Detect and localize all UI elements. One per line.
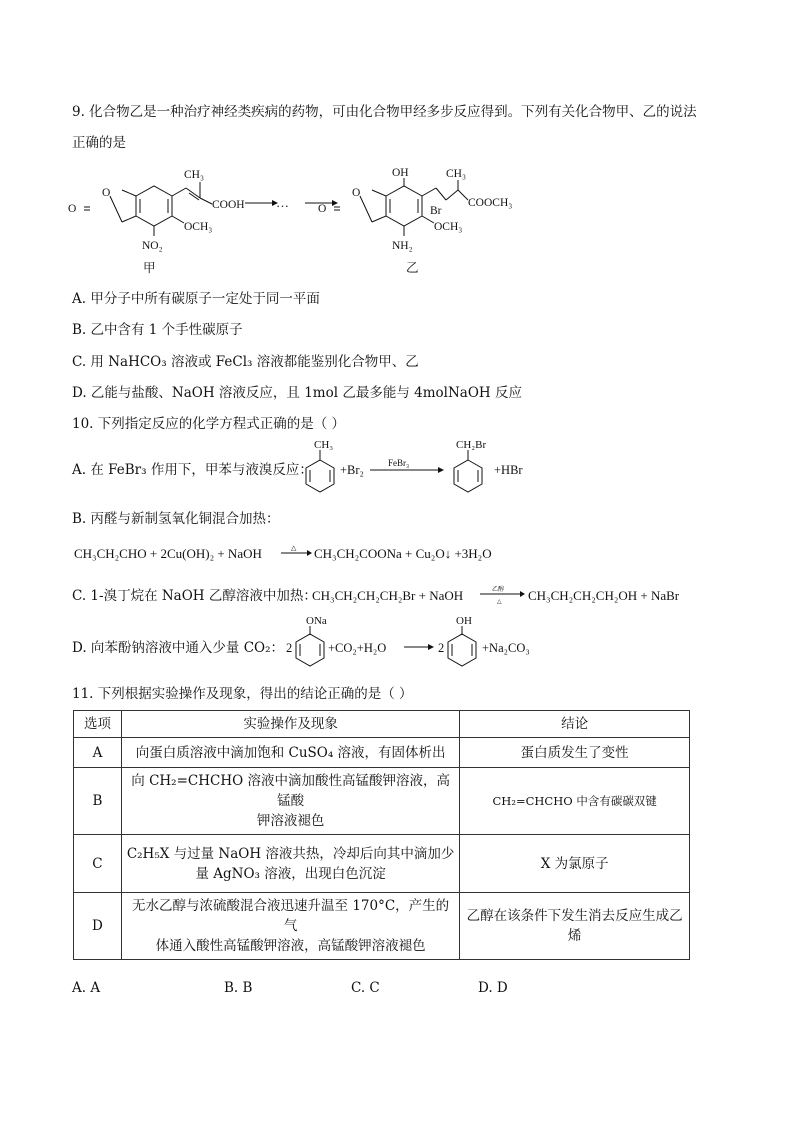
q10-b-eq-right: CH₃CH₂COONa + Cu₂O↓ +3H₂O — [314, 546, 492, 561]
q9-jia-label: 甲 — [143, 261, 156, 275]
row-b-conclusion — [460, 768, 690, 835]
q10-stem: 10. 下列指定反应的化学方程式正确的是（ ） — [72, 416, 346, 432]
row-b-operation — [121, 768, 459, 835]
q10-option-c-text: C. 1-溴丁烷在 NaOH 乙醇溶液中加热： — [72, 588, 317, 604]
q10-a-br2: +Br₂ — [340, 463, 364, 477]
q10-a-hbr: +HBr — [494, 463, 523, 477]
row-c-conclusion — [460, 835, 690, 893]
q9-yi-nh2: NH₂ — [392, 240, 413, 252]
q9-option-b: B. 乙中含有 1 个手性碳原子 — [72, 322, 243, 338]
q9-yi-cooch3: COOCH₃ — [468, 197, 513, 209]
q9-yi-och3: OCH₃ — [434, 221, 463, 233]
row-c-operation-line1: C₂H₅X 与过量 NaOH 溶液共热，冷却后向其中滴加少 — [126, 845, 455, 862]
header-operation: 实验操作及现象 — [121, 711, 459, 738]
row-a-operation — [121, 738, 459, 768]
table-row — [74, 835, 690, 893]
q11-stem: 11. 下列根据实验操作及现象，得出的结论正确的是（ ） — [72, 686, 413, 702]
q9-jia-no2: NO₂ — [142, 240, 163, 252]
q10-d-ona: ONa — [306, 615, 327, 627]
row-a-operation-line1: 向蛋白质溶液中滴加饱和 CuSO₄ 溶液，有固体析出 — [135, 744, 446, 761]
q10-d-prod: +Na₂CO₃ — [482, 641, 530, 655]
q10-c-eq-left: CH₃CH₂CH₂CH₂Br + NaOH — [312, 588, 464, 603]
q10-d-oh: OH — [456, 615, 472, 627]
q10-b-arrow — [279, 542, 313, 560]
q10-d-mid: +CO₂+H₂O — [328, 641, 387, 655]
table-row — [74, 768, 690, 835]
row-d-operation — [121, 893, 459, 960]
q11-answer-c: C. C — [351, 980, 380, 996]
row-d-conclusion — [460, 893, 690, 960]
row-d-operation-line1: 无水乙醇与浓硫酸混合液迅速升温至 170°C，产生的气 — [132, 898, 450, 934]
q10-c-arrow — [478, 582, 526, 606]
q10-b-eq-left: CH₃CH₂CHO + 2Cu(OH)₂ + NaOH — [74, 546, 262, 561]
q11-answer-d: D. D — [478, 980, 508, 996]
q10-c-cond-bottom: △ — [497, 599, 502, 605]
q11-answer-b: B. B — [224, 980, 253, 996]
q9-jia-ch3: CH₃ — [184, 169, 204, 181]
row-c-option: C — [74, 835, 122, 893]
q10-a-ch3: CH₃ — [314, 439, 334, 451]
row-d-conclusion-line1: 乙醇在该条件下发生消去反应生成乙 — [466, 908, 683, 924]
q10-a-ch2br: CH₂Br — [456, 439, 487, 451]
q10-a-catalyst: FeBr₃ — [388, 458, 410, 468]
row-d-operation-line2: 体通入酸性高锰酸钾溶液，高锰酸钾溶液褪色 — [155, 938, 426, 954]
q9-stem-line2: 正确的是 — [72, 135, 126, 151]
header-option: 选项 — [74, 711, 122, 738]
row-b-conclusion-line1: CH₂=CHCHO 中含有碳碳双键 — [492, 794, 657, 808]
q9-stem-line1: 9. 化合物乙是一种治疗神经类疾病的药物，可由化合物甲经多步反应得到。下列有关化合物甲、乙的说法 — [72, 104, 697, 120]
q9-yi-br: Br — [430, 205, 442, 217]
q9-reaction-scheme — [60, 160, 580, 280]
row-b-operation-line1: 向 CH₂=CHCHO 溶液中滴加酸性高锰酸钾溶液，高锰酸 — [131, 773, 450, 809]
q9-jia-cooh: COOH — [212, 199, 245, 211]
q9-yi-ch3: CH₃ — [446, 168, 466, 180]
q10-d-coef2: 2 — [438, 641, 445, 655]
q10-d-coef1: 2 — [286, 641, 293, 655]
q9-option-a: A. 甲分子中所有碳原子一定处于同一平面 — [72, 291, 320, 307]
table-header-row — [74, 711, 690, 738]
row-a-conclusion-line1: 蛋白质发生了变性 — [520, 744, 629, 761]
row-c-operation — [121, 835, 459, 893]
row-a-option: A — [74, 738, 122, 768]
q10-option-b-text: B. 丙醛与新制氢氧化铜混合加热： — [72, 511, 280, 527]
q11-table — [73, 710, 690, 960]
q9-option-c: C. 用 NaHCO₃ 溶液或 FeCl₃ 溶液都能鉴别化合物甲、乙 — [72, 354, 419, 370]
q11-answer-a: A. A — [72, 980, 101, 996]
row-c-conclusion-line1: X 为氯原子 — [540, 855, 609, 872]
q9-jia-och3: OCH₃ — [184, 221, 213, 233]
q9-jia-o-ring: O — [102, 187, 111, 199]
table-row — [74, 738, 690, 768]
header-conclusion: 结论 — [460, 711, 690, 738]
row-d-conclusion-line2: 烯 — [567, 928, 582, 944]
q9-jia-o-carbonyl: O — [68, 203, 77, 215]
q10-option-d-equation — [286, 612, 546, 672]
row-c-operation-line2: 量 AgNO₃ 溶液，出现白色沉淀 — [195, 865, 386, 882]
q10-option-a-equation — [298, 436, 538, 496]
row-a-conclusion — [460, 738, 690, 768]
q9-yi-o-ring: O — [352, 187, 361, 199]
q9-yi-o-carbonyl: O — [318, 203, 327, 215]
q10-option-a-text: A. 在 FeBr₃ 作用下，甲苯与液溴反应： — [72, 462, 313, 478]
q9-option-d: D. 乙能与盐酸、NaOH 溶液反应，且 1mol 乙最多能与 4molNaOH 反应 — [72, 385, 522, 401]
q10-c-cond-top: 乙醇 — [492, 587, 505, 593]
row-b-option: B — [74, 768, 122, 835]
row-b-operation-line2: 钾溶液褪色 — [256, 813, 325, 829]
q10-c-eq-right: CH₃CH₂CH₂CH₂OH + NaBr — [528, 588, 680, 603]
q9-arrow-dots: … — [276, 195, 289, 210]
table-row — [74, 893, 690, 960]
q10-option-d-text: D. 向苯酚钠溶液中通入少量 CO₂： — [72, 640, 285, 656]
row-d-option: D — [74, 893, 122, 960]
q9-yi-label: 乙 — [406, 261, 419, 275]
q9-yi-oh: OH — [392, 167, 409, 179]
q10-b-cond: △ — [291, 544, 297, 552]
